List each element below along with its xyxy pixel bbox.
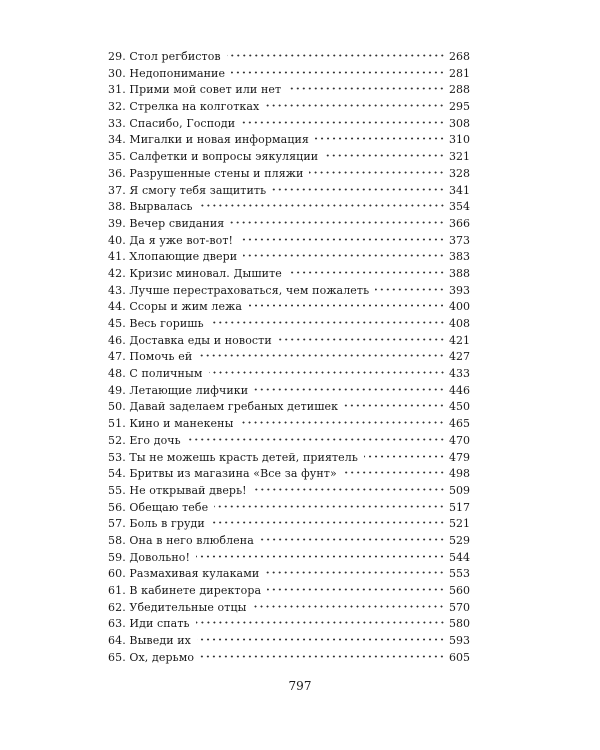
dot-leader (278, 338, 445, 341)
toc-entry-page: 288 (449, 83, 470, 97)
toc-entry (108, 299, 470, 316)
table-of-contents (108, 49, 470, 666)
dot-leader (197, 638, 445, 641)
dot-leader (200, 655, 445, 658)
toc-entry-page: 560 (449, 584, 470, 597)
toc-entry-title: 39. Вечер свидания (108, 216, 225, 230)
toc-entry (108, 283, 470, 300)
dot-leader (267, 588, 445, 591)
toc-entry-page: 354 (449, 200, 470, 214)
toc-entry-title: 30. Недопонимание (108, 66, 226, 80)
toc-entry (108, 199, 470, 216)
dot-leader (248, 304, 445, 307)
toc-entry-title: 42. Кризис миновал. Дышите (108, 266, 282, 280)
toc-entry-title: 43. Лучше перестраховаться, чем пожалеть (108, 283, 370, 297)
dot-leader (315, 137, 445, 140)
dot-leader (230, 221, 445, 224)
toc-entry (108, 399, 470, 416)
toc-entry-title: 47. Помочь ей (108, 350, 193, 364)
toc-entry-page: 400 (449, 300, 470, 314)
dot-leader (209, 371, 446, 374)
toc-entry-title: 53. Ты не можешь красть детей, приятель (108, 450, 358, 464)
toc-entry-page: 341 (449, 183, 470, 197)
toc-entry-page: 373 (449, 233, 470, 247)
toc-entry-page: 308 (449, 116, 470, 130)
toc-entry-title: 56. Обещаю тебе (108, 500, 209, 514)
toc-entry-page: 295 (449, 100, 470, 114)
toc-entry (108, 600, 470, 617)
dot-leader (187, 438, 445, 441)
toc-entry (108, 383, 470, 400)
toc-entry (108, 483, 470, 500)
toc-entry-title: 34. Мигалки и новая информация (108, 133, 309, 147)
toc-entry-page: 446 (449, 383, 470, 397)
dot-leader (196, 621, 445, 624)
dot-leader (211, 521, 445, 524)
toc-entry-title: 29. Стол регбистов (108, 50, 221, 63)
toc-entry-page: 268 (449, 50, 470, 63)
toc-entry (108, 166, 470, 183)
toc-entry (108, 366, 470, 383)
toc-entry (108, 616, 470, 633)
dot-leader (288, 271, 445, 274)
dot-leader (324, 154, 445, 157)
toc-entry-page: 580 (449, 617, 470, 631)
dot-leader (210, 321, 445, 324)
toc-entry-title: 60. Размахивая кулаками (108, 567, 260, 581)
dot-leader (265, 104, 445, 107)
dot-leader (243, 254, 445, 257)
toc-entry-title: 50. Давай заделаем гребаных детишек (108, 400, 339, 414)
toc-entry (108, 266, 470, 283)
toc-entry-title: 40. Да я уже вот-вот! (108, 233, 234, 247)
toc-entry-page: 521 (449, 517, 470, 531)
toc-entry-title: 57. Боль в груди (108, 517, 205, 531)
toc-entry-page: 321 (449, 150, 470, 164)
toc-entry (108, 533, 470, 550)
toc-entry-title: 51. Кино и манекены (108, 417, 234, 431)
toc-entry-title: 58. Она в него влюблена (108, 533, 254, 547)
dot-leader (214, 505, 445, 508)
toc-entry-page: 544 (449, 550, 470, 564)
toc-entry (108, 583, 470, 600)
toc-entry-page: 450 (449, 400, 470, 414)
toc-entry-page: 465 (449, 417, 470, 431)
dot-leader (241, 121, 445, 124)
toc-entry-page: 470 (449, 433, 470, 447)
toc-entry-title: 48. С поличным (108, 367, 203, 381)
toc-entry-title: 37. Я смогу тебя защитить (108, 183, 267, 197)
toc-entry (108, 132, 470, 149)
toc-entry-page: 328 (449, 166, 470, 180)
toc-entry-page: 281 (449, 66, 470, 80)
dot-leader (199, 204, 445, 207)
toc-entry-title: 33. Спасибо, Господи (108, 116, 236, 130)
dot-leader (344, 404, 445, 407)
page-number: 797 (288, 679, 312, 693)
toc-entry (108, 566, 470, 583)
toc-entry-page: 498 (449, 467, 470, 481)
toc-entry-title: 65. Ох, дерьмо (108, 650, 195, 664)
dot-leader (227, 54, 445, 57)
dot-leader (309, 171, 445, 174)
toc-entry-page: 366 (449, 216, 470, 230)
toc-entry (108, 233, 470, 250)
toc-entry (108, 466, 470, 483)
dot-leader (198, 354, 445, 357)
toc-entry-page: 393 (449, 283, 470, 297)
toc-entry (108, 550, 470, 567)
toc-entry (108, 183, 470, 200)
toc-entry (108, 316, 470, 333)
dot-leader (239, 238, 445, 241)
toc-entry-page: 383 (449, 250, 470, 264)
toc-entry-title: 41. Хлопающие двери (108, 250, 238, 264)
toc-entry (108, 66, 470, 83)
dot-leader (252, 605, 445, 608)
dot-leader (253, 488, 445, 491)
toc-entry-page: 433 (449, 367, 470, 381)
toc-entry (108, 333, 470, 350)
toc-entry-page: 529 (449, 533, 470, 547)
toc-entry-title: 45. Весь горишь (108, 317, 204, 330)
toc-entry (108, 516, 470, 533)
toc-entry-page: 509 (449, 483, 470, 497)
toc-entry-page: 570 (449, 600, 470, 614)
toc-entry-title: 62. Убедительные отцы (108, 600, 247, 614)
toc-entry-title: 52. Его дочь (108, 433, 181, 447)
toc-entry-page: 388 (449, 266, 470, 280)
toc-entry-title: 64. Выведи их (108, 634, 191, 648)
toc-entry-title: 55. Не открывай дверь! (108, 483, 247, 497)
toc-entry-title: 49. Летающие лифчики (108, 383, 249, 397)
toc-entry-page: 553 (449, 567, 470, 581)
toc-entry-title: 63. Иди спать (108, 617, 190, 631)
dot-leader (265, 571, 445, 574)
toc-entry (108, 433, 470, 450)
dot-leader (196, 555, 445, 558)
toc-entry (108, 416, 470, 433)
toc-entry (108, 450, 470, 467)
toc-entry-page: 421 (449, 333, 470, 347)
dot-leader (343, 471, 445, 474)
dot-leader (364, 455, 445, 458)
dot-leader (375, 288, 445, 291)
toc-entry-title: 38. Вырвалась (108, 200, 193, 214)
toc-entry (108, 99, 470, 116)
toc-entry (108, 49, 470, 66)
toc-entry-title: 31. Прими мой совет или нет (108, 83, 282, 97)
toc-entry-page: 517 (449, 500, 470, 514)
toc-entry-title: 61. В кабинете директора (108, 584, 262, 597)
toc-entry-title: 44. Ссоры и жим лежа (108, 300, 242, 314)
toc-entry (108, 349, 470, 366)
toc-entry (108, 500, 470, 517)
toc-entry-page: 605 (449, 650, 470, 664)
toc-entry-title: 36. Разрушенные стены и пляжи (108, 166, 304, 180)
toc-entry (108, 116, 470, 133)
toc-entry (108, 249, 470, 266)
dot-leader (239, 421, 445, 424)
toc-entry (108, 633, 470, 650)
dot-leader (272, 188, 445, 191)
dot-leader (231, 71, 445, 74)
toc-entry (108, 650, 470, 667)
toc-entry-page: 408 (449, 317, 470, 330)
toc-entry-page: 593 (449, 634, 470, 648)
toc-entry-page: 479 (449, 450, 470, 464)
dot-leader (260, 538, 445, 541)
toc-entry-title: 59. Довольно! (108, 550, 191, 564)
toc-entry-title: 54. Бритвы из магазина «Все за фунт» (108, 467, 337, 481)
dot-leader (254, 388, 445, 391)
toc-entry-title: 32. Стрелка на колготках (108, 100, 260, 114)
toc-entry-page: 310 (449, 133, 470, 147)
toc-entry (108, 82, 470, 99)
dot-leader (287, 87, 445, 90)
toc-entry (108, 216, 470, 233)
toc-entry-title: 35. Салфетки и вопросы эякуляции (108, 150, 319, 164)
toc-entry (108, 149, 470, 166)
toc-entry-page: 427 (449, 350, 470, 364)
toc-entry-title: 46. Доставка еды и новости (108, 333, 272, 347)
